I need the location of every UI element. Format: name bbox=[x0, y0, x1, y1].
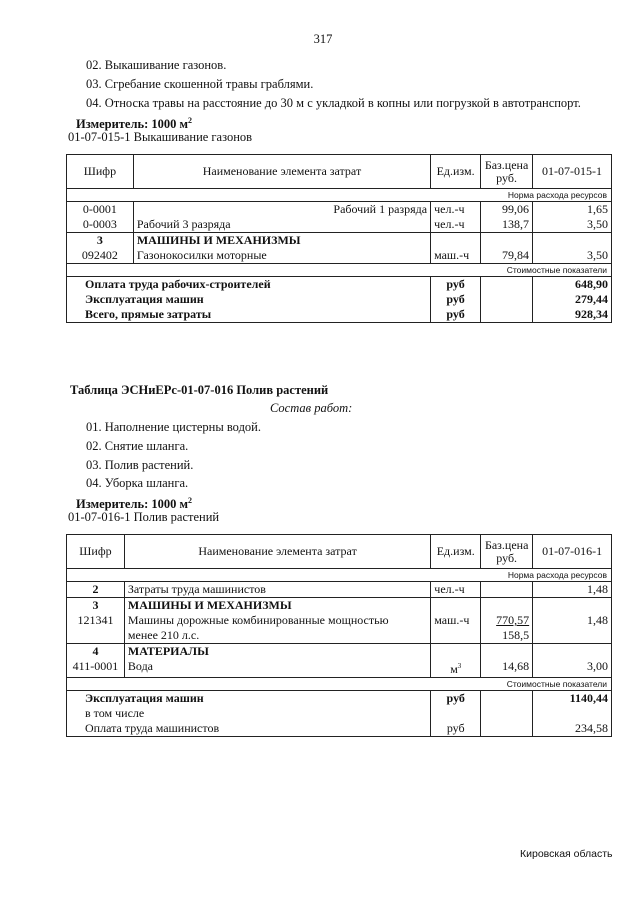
total-row: Всего, прямые затраты руб 928,34 bbox=[67, 307, 612, 323]
norm-label: Норма расхода ресурсов bbox=[67, 189, 612, 202]
work-step: 02. Снятие шланга. bbox=[86, 439, 189, 453]
table-row: 0-0003 Рабочий 3 разряда чел.-ч 138,7 3,50 bbox=[67, 217, 612, 233]
table-row: 3 МАШИНЫ И МЕХАНИЗМЫ bbox=[67, 598, 612, 614]
total-row: Эксплуатация машин руб 1140,44 bbox=[67, 691, 612, 707]
table-row: 3 МАШИНЫ И МЕХАНИЗМЫ bbox=[67, 233, 612, 249]
work-step: 01. Наполнение цистерны водой. bbox=[86, 420, 261, 434]
total-row: Оплата труда машинистов руб 234,58 bbox=[67, 721, 612, 737]
table-row: 0-0001 Рабочий 1 разряда чел.-ч 99,06 1,65 bbox=[67, 202, 612, 218]
work-step: 02. Выкашивание газонов. bbox=[86, 58, 227, 72]
table-row: 092402 Газонокосилки моторные маш.-ч 79,84 3,50 bbox=[67, 248, 612, 264]
work-step: 03. Полив растений. bbox=[86, 458, 194, 472]
col-norm: 01-07-015-1 bbox=[533, 155, 612, 189]
code-title: 01-07-016-1 Полив растений bbox=[68, 510, 220, 524]
col-code: Шифр bbox=[67, 155, 134, 189]
total-row: Эксплуатация машин руб 279,44 bbox=[67, 292, 612, 307]
work-step: 04. Относка травы на расстояние до 30 м с укладкой в копны или погрузкой в автотранспорт. bbox=[86, 96, 581, 110]
col-price: Баз.цена руб. bbox=[481, 535, 533, 569]
cost-label: Стоимостные показатели bbox=[67, 264, 612, 277]
work-title: Состав работ: bbox=[270, 401, 353, 415]
table-row: 2 Затраты труда машинистов чел.-ч 1,48 bbox=[67, 582, 612, 598]
meter-label: Измеритель: 1000 $м^2$ bbox=[76, 116, 193, 132]
col-unit: Ед.изм. bbox=[431, 155, 481, 189]
total-row: Оплата труда рабочих-строителей руб 648,90 bbox=[67, 277, 612, 293]
cost-label: Стоимостные показатели bbox=[67, 678, 612, 691]
col-code: Шифр bbox=[67, 535, 125, 569]
work-step: 03. Сгребание скошенной травы граблями. bbox=[86, 77, 314, 91]
table-title: Таблица ЭСНиЕРс-01-07-016 Полив растений bbox=[70, 383, 329, 397]
col-price: Баз.цена руб. bbox=[481, 155, 533, 189]
footer-region: Кировская область bbox=[520, 848, 613, 860]
page-number: 317 bbox=[313, 32, 333, 46]
work-step: 04. Уборка шланга. bbox=[86, 476, 189, 490]
code-title: 01-07-015-1 Выкашивание газонов bbox=[68, 130, 253, 144]
col-name: Наименование элемента затрат bbox=[133, 155, 430, 189]
table-row: менее 210 л.с. 158,5 bbox=[67, 628, 612, 644]
table-row: 4 МАТЕРИАЛЫ bbox=[67, 644, 612, 660]
table-row: 411-0001 Вода $м^3$ 14,68 3,00 bbox=[67, 659, 612, 678]
resource-table-1 bbox=[66, 154, 612, 323]
total-row: в том числе bbox=[67, 706, 612, 721]
norm-label: Норма расхода ресурсов bbox=[67, 569, 612, 582]
col-norm: 01-07-016-1 bbox=[533, 535, 612, 569]
col-name: Наименование элемента затрат bbox=[124, 535, 430, 569]
resource-table-2 bbox=[66, 534, 612, 737]
col-unit: Ед.изм. bbox=[431, 535, 481, 569]
table-row: 121341 Машины дорожные комбинированные мощностью маш.-ч 770,57 1,48 bbox=[67, 613, 612, 628]
meter-label: Измеритель: 1000 $м^2$ bbox=[76, 496, 193, 512]
